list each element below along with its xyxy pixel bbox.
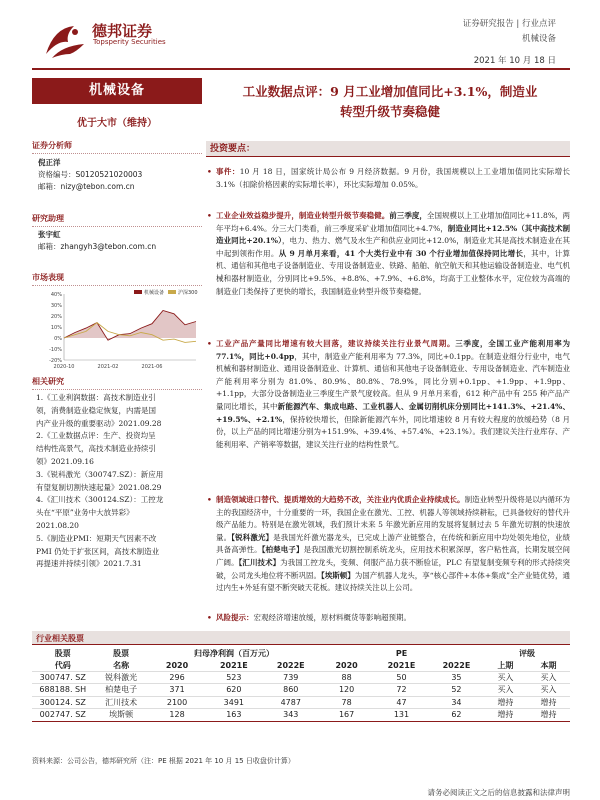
table-cell: 50: [374, 671, 429, 684]
table-cell: 2100: [149, 696, 206, 709]
bullet-text: 为国产机器人龙头，享“核心部件+本体+集成”全产业链优势，通过内生+外延有望不断突破天花板。建议持续关注以上公司。: [216, 570, 570, 593]
col-header: 本期: [540, 660, 557, 670]
y-tick-label: 40%: [50, 292, 62, 298]
brand-name: 德邦证券: [92, 22, 153, 40]
bullet-text: ，其中，计算机、通信和其他电子设备制造业、专用设备制造业、铁路、船舶、航空航天和其他运输设备制造业、电气机械和器材制造业，分别同比+9.5%、+8.8%、+7.9%、+6.8%，均高于工业整体水平，定位较为高端的制造业门类保持了更快的增长，我国制造业转型升级节奏稳健。: [216, 248, 570, 296]
related-item[interactable]: 2.《工业数据点评：生产、投资均呈 结构性高景气，高技术制造业持续引 领》2021.09.16: [36, 431, 156, 466]
company-name: 【埃斯顿】: [321, 570, 355, 580]
report-type: 证券研究报告 | 行业点评: [462, 19, 556, 29]
y-tick-label: 0%: [54, 336, 62, 342]
table-cell: 增持: [527, 696, 570, 709]
bullet-import-substitution: [206, 494, 570, 595]
table-cell: 78: [319, 696, 374, 709]
bullet-risk: [206, 612, 570, 625]
x-tick-label: 2021-02: [97, 364, 119, 370]
table-cell: 002747. SZ: [32, 709, 94, 722]
table-header-row: [32, 648, 570, 660]
x-tick-label: 2021-06: [141, 364, 163, 370]
table-cell: 296: [149, 671, 206, 684]
bullet-heading: 事件：: [216, 167, 240, 176]
table-cell: 688188. SH: [32, 684, 94, 697]
table-cell: 620: [205, 684, 262, 697]
report-title-line: 工业数据点评：9 月工业增加值同比+3.1%，制造业: [242, 84, 538, 99]
table-row: [32, 684, 570, 697]
table-source-note: 资料来源：公司公告，德邦研究所（注：PE 根据 2021 年 10 月 15 日收盘价计算）: [32, 757, 295, 765]
analyst-cert: 资格编号：S0120521020003: [38, 170, 143, 179]
bullet-text: 全国规模以上工业增加值同比+11.8%，两年平均+6.4%。分三大门类看，前三季度采矿业增加值同比+4.7%，: [216, 211, 571, 233]
table-cell: 34: [429, 696, 484, 709]
legend-swatch: [168, 290, 176, 294]
related-stocks-table: [32, 648, 570, 722]
legend-label: 沪深300: [178, 290, 198, 296]
table-cell: 120: [319, 684, 374, 697]
table-cell: 739: [262, 671, 319, 684]
col-header: 股票: [54, 649, 71, 659]
table-cell: 买入: [484, 684, 527, 697]
table-cell: 167: [319, 709, 374, 722]
header-divider: [32, 68, 570, 70]
table-row: [32, 696, 570, 709]
assistant-block: [38, 229, 156, 253]
bullet-industry-profit: [206, 210, 570, 298]
table-cell: 860: [262, 684, 319, 697]
related-research-list: [36, 392, 202, 571]
bullet-text: 为我国工控龙头，变频、伺服产品力获不断验证，PLC 有望复制变频专利的形式持续突破，公司龙头地位将不断巩固。: [216, 557, 570, 580]
company-name: 【汇川技术】: [238, 557, 281, 567]
table-cell: 300124. SZ: [32, 696, 94, 709]
col-header: 2022E: [276, 660, 305, 670]
bullet-bold: 新能源汽车、集成电路、工业机器人、金属切削机床分别同比+141.3%、+21.4%、+19.5%、+2.1%: [216, 401, 570, 424]
bullet-dot-icon: •: [207, 211, 212, 220]
related-item[interactable]: 5.《制造业PMI：短期天气因素不改 PMI 仍处于扩张区间，高技术制造业 再提速并持续引领》2021.7.31: [36, 533, 160, 569]
report-industry: 机械设备: [521, 34, 556, 44]
bullet-text: 制造业转型升级将是以内循环为主的我国经济中，十分重要的一环，我国企业在激光、工控、机器人等领域持续耕耘，已具备较好的替代升级产品能力。特别是在激光领域，我们预计未来 5 年激光新应用的发展将复制过去 5 年激光切割的快速放量。: [216, 495, 571, 542]
bullet-bold: 制造业同比+12.5%（其中高技术制造业同比+20.1%）: [216, 223, 570, 246]
sector-box: 机械设备: [32, 78, 202, 104]
table-cell: 163: [205, 709, 262, 722]
table-cell: 88: [319, 671, 374, 684]
tebon-logo-icon: [44, 24, 86, 60]
y-tick-label: 10%: [50, 325, 62, 331]
bullet-dot-icon: •: [207, 495, 212, 504]
table-cell: 128: [149, 709, 206, 722]
table-cell: 343: [262, 709, 319, 722]
market-heading: 市场表现: [32, 272, 202, 286]
y-tick-label: -10%: [49, 347, 62, 353]
company-name: 【柏楚电子】: [261, 545, 304, 555]
bullet-output: [206, 338, 570, 451]
col-header: 股票: [113, 649, 130, 659]
related-item[interactable]: 1.《工业利润数据：高技术制造业引 领，消费制造业稳定恢复，内需是国 内产业升级的重要驱动》2021.09.28: [36, 393, 162, 428]
bullet-text: ，保持较快增长，但除新能源汽车外，同比增速较 8 月有较大程度的放缓趋势（8 月份，以上产品的同比增速分别为+151.9%、+39.4%、+57.4%、+23.1%）。我们建议关注行业库存、产能利用率、产销率等数据，建议关注行业的结构性景气。: [216, 414, 570, 449]
rating-label: 优于大市（维持）: [77, 118, 157, 129]
market-performance-chart: [38, 288, 200, 374]
related-item[interactable]: 3.《锐科激光（300747.SZ）：新应用 有望复制切割快速起量》2021.08.29: [36, 469, 164, 492]
col-header: 名称: [113, 660, 130, 670]
bullet-dot-icon: •: [207, 613, 212, 622]
bullet-dot-icon: •: [207, 167, 212, 176]
bullet-heading: 风险提示：: [216, 613, 254, 622]
analyst-name: 倪正洋: [38, 158, 61, 167]
legend-label: 机械设备: [144, 290, 165, 296]
table-cell: 4787: [262, 696, 319, 709]
bullet-text: 10 月 18 日，国家统计局公布 9 月经济数据。9 月份，我国规模以上工业增加值同比实际增长 3.1%（扣除价格因素的实际增长率），环比实际增加 0.05%。: [216, 167, 570, 189]
table-cell: 柏楚电子: [94, 684, 149, 697]
col-header: 上期: [497, 660, 514, 670]
table-cell: 增持: [527, 709, 570, 722]
bullet-heading: 工业企业效益稳步提升，制造业转型升级节奏稳健。: [216, 211, 390, 220]
table-subheader-row: [32, 660, 570, 672]
col-header: 归母净利润（百万元）: [193, 649, 274, 659]
report-title: [210, 82, 570, 122]
x-tick-label: 2020-10: [53, 364, 75, 370]
table-cell: 买入: [484, 671, 527, 684]
table-cell: 62: [429, 709, 484, 722]
table-row: [32, 709, 570, 722]
report-date: 2021 年 10 月 18 日: [473, 56, 556, 66]
report-title-line: 转型升级节奏稳健: [339, 104, 440, 119]
related-item[interactable]: 4.《汇川技术（300124.SZ）：工控龙 头在“平原”业务中大放异彩》 2021.08.20: [36, 495, 164, 530]
analyst-email[interactable]: 邮箱：nizy@tebon.com.cn: [38, 182, 135, 191]
assistant-email[interactable]: 邮箱：zhangyh3@tebon.com.cn: [38, 242, 157, 251]
col-header: PE: [395, 649, 408, 659]
table-cell: 增持: [484, 709, 527, 722]
bullet-text: 是我国光纤激光器龙头，已完成上游产业链整合，在传统和新应用中均处领先地位，业绩具备高弹性。: [216, 532, 571, 555]
assistant-name: 张宇虹: [38, 230, 61, 239]
bullet-bold: 三季度，全国工业产能利用率为 77.1%，同比+0.4pp: [216, 339, 570, 361]
table-cell: 买入: [527, 684, 570, 697]
analyst-heading: 证券分析师: [32, 140, 202, 154]
y-tick-label: 30%: [50, 303, 62, 309]
report-type-block: [463, 17, 556, 47]
col-header: 2020: [335, 660, 358, 670]
bullet-event: [206, 166, 570, 191]
legal-footer: 请务必阅读正文之后的信息披露和法律声明: [427, 788, 570, 797]
bullet-bold: 从 9 月单月来看，41 个大类行业中有 30 个行业增加值保持同比增长: [278, 248, 524, 258]
table-cell: 72: [374, 684, 429, 697]
table-cell: 增持: [484, 696, 527, 709]
related-stocks-heading: 行业相关股票: [32, 631, 570, 645]
table-cell: 汇川技术: [94, 696, 149, 709]
company-name: 【锐科激光】: [231, 532, 274, 542]
analyst-block: [38, 157, 142, 193]
table-cell: 300747. SZ: [32, 671, 94, 684]
bullet-heading: 制造领域进口替代、提质增效的大趋势不改，关注业内优质企业持续成长。: [216, 495, 465, 504]
table-cell: 35: [429, 671, 484, 684]
table-cell: 371: [149, 684, 206, 697]
bullet-dot-icon: •: [207, 339, 212, 348]
bullet-text: 宏观经济增速放缓，原材料概货等影响超预期。: [253, 613, 411, 622]
col-header: 2021E: [387, 660, 416, 670]
bullet-text: ，其中，制造业产能利用率为 77.3%，同比+0.1pp。在制造业细分行业中，电气机械和器材制造业、通用设备制造业、计算机、通信和其他电子设备制造业、专用设备制造业、汽车制造业产能利用率分别为 81.0%、80.9%、80.8%、78.9%，同比分别+0.1pp、+1.9pp、+1.9pp、+1.1pp，大部分设备制造业三季度生产景气度较高。但从 9 月单月来看，612 种产品中有 255 种产品产量同比增长，其中: [216, 351, 570, 411]
brand-name-en: Topsperity Securities: [93, 38, 166, 46]
bullet-text: 是我国激光切割控制系统龙头，应用技术积累深厚，客户粘性高，长期发展空间广阔。: [216, 545, 571, 567]
related-heading: 相关研究: [32, 376, 202, 390]
table-cell: 埃斯顿: [94, 709, 149, 722]
legend-swatch: [134, 290, 142, 294]
table-cell: 523: [205, 671, 262, 684]
col-header: 2022E: [442, 660, 471, 670]
table-cell: 131: [374, 709, 429, 722]
col-header: 评级: [518, 649, 535, 659]
table-cell: 锐科激光: [94, 671, 149, 684]
col-header: 2021E: [219, 660, 248, 670]
table-cell: 3491: [205, 696, 262, 709]
table-cell: 47: [374, 696, 429, 709]
assistant-heading: 研究助理: [32, 213, 202, 227]
table-row: [32, 671, 570, 684]
col-header: 代码: [54, 660, 71, 670]
bullet-heading: 工业产品产量同比增速有较大回落，建议持续关注行业景气周期。: [216, 339, 456, 348]
table-cell: 52: [429, 684, 484, 697]
y-tick-label: 20%: [50, 314, 62, 320]
table-cell: 买入: [527, 671, 570, 684]
y-tick-label: -20%: [49, 358, 62, 364]
investment-points-heading: 投资要点：: [206, 141, 570, 157]
bullet-bold: 前三季度，: [389, 211, 427, 220]
bullet-text: ，电力、热力、燃气及水生产和供应业同比+12.0%，制造业尤其是高技术制造业在其中起到领衔作用。: [216, 236, 570, 258]
col-header: 2020: [165, 660, 189, 670]
